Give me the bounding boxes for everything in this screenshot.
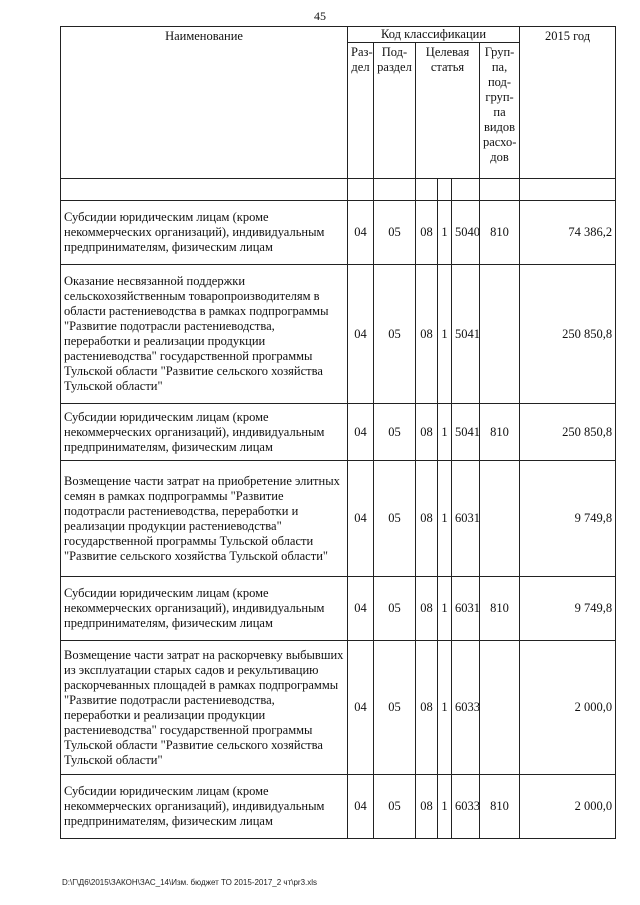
row-name: Возмещение части затрат на приобретение элитных семян в рамках подпрограммы "Развитие подотрасли растениеводства, переработки и реализации продукции растениеводства" государственной программы Тульской области "Развитие сельского хозяйства Тульской области": [61, 461, 348, 577]
row-podrazdel: 05: [374, 641, 416, 775]
file-path-footer: D:\Г\Д6\2015\ЗАКОН\ЗАС_14\Изм. бюджет ТО 2015-2017_2 чт\pr3.xls: [62, 878, 318, 887]
row-amount: 9 749,8: [520, 461, 616, 577]
table-row: [61, 775, 616, 839]
row-vid: 810: [480, 775, 520, 839]
row-cs2: 1: [438, 577, 452, 641]
row-vid: [480, 461, 520, 577]
row-name: Субсидии юридическим лицам (кроме некоммерческих организаций), индивидуальным предпринимателям, физическим лицам: [61, 404, 348, 461]
row-cs1: 08: [416, 775, 438, 839]
row-razdel: 04: [348, 641, 374, 775]
budget-table: [60, 26, 616, 839]
row-cs2: 1: [438, 641, 452, 775]
row-cs1: 08: [416, 201, 438, 265]
header-year: 2015 год: [520, 27, 616, 179]
row-cs3: 5041: [452, 265, 480, 404]
row-vid: 810: [480, 404, 520, 461]
row-cs2: 1: [438, 775, 452, 839]
row-podrazdel: 05: [374, 265, 416, 404]
row-cs1: 08: [416, 461, 438, 577]
row-vid: [480, 265, 520, 404]
row-amount: 250 850,8: [520, 404, 616, 461]
row-amount: 74 386,2: [520, 201, 616, 265]
page-number: 45: [314, 9, 326, 23]
row-razdel: 04: [348, 201, 374, 265]
row-razdel: 04: [348, 404, 374, 461]
table-row: [61, 577, 616, 641]
row-cs2: 1: [438, 265, 452, 404]
row-amount: 2 000,0: [520, 641, 616, 775]
row-cs3: 6033: [452, 641, 480, 775]
row-cs3: 5040: [452, 201, 480, 265]
row-razdel: 04: [348, 265, 374, 404]
table-row: [61, 201, 616, 265]
row-cs1: 08: [416, 404, 438, 461]
row-name: Оказание несвязанной поддержки сельскохозяйственным товаропроизводителям в области растениеводства в рамках подпрограммы "Развитие подотрасли растениеводства, переработки и реализации продукции растениеводства" государственной программы Тульской области "Развитие сельского хозяйства Тульской области": [61, 265, 348, 404]
row-cs2: 1: [438, 201, 452, 265]
row-amount: 2 000,0: [520, 775, 616, 839]
row-podrazdel: 05: [374, 775, 416, 839]
row-cs1: 08: [416, 641, 438, 775]
table-row: [61, 404, 616, 461]
row-amount: 250 850,8: [520, 265, 616, 404]
row-podrazdel: 05: [374, 577, 416, 641]
row-name: Субсидии юридическим лицам (кроме некоммерческих организаций), индивидуальным предпринимателям, физическим лицам: [61, 577, 348, 641]
row-cs3: 6031: [452, 461, 480, 577]
header-tselevaya-statya: Целевая статья: [416, 43, 480, 179]
row-cs3: 6031: [452, 577, 480, 641]
row-razdel: 04: [348, 775, 374, 839]
table-row: [61, 641, 616, 775]
row-amount: 9 749,8: [520, 577, 616, 641]
row-vid: 810: [480, 201, 520, 265]
header-gruppa-vidov: Груп-па, под-груп-па видов расхо-дов: [480, 43, 520, 179]
header-row-1: [61, 27, 616, 43]
row-name: Субсидии юридическим лицам (кроме некоммерческих организаций), индивидуальным предпринимателям, физическим лицам: [61, 201, 348, 265]
row-cs2: 1: [438, 461, 452, 577]
row-name: Субсидии юридическим лицам (кроме некоммерческих организаций), индивидуальным предпринимателям, физическим лицам: [61, 775, 348, 839]
header-podrazdel: Под-раздел: [374, 43, 416, 179]
header-classification: Код классификации: [348, 27, 520, 43]
row-podrazdel: 05: [374, 461, 416, 577]
row-podrazdel: 05: [374, 201, 416, 265]
row-cs3: 6033: [452, 775, 480, 839]
row-vid: 810: [480, 577, 520, 641]
header-spacer-row: [61, 179, 616, 201]
row-podrazdel: 05: [374, 404, 416, 461]
row-vid: [480, 641, 520, 775]
table-row: [61, 461, 616, 577]
table-row: [61, 265, 616, 404]
header-razdel: Раз-дел: [348, 43, 374, 179]
row-name: Возмещение части затрат на раскорчевку выбывших из эксплуатации старых садов и рекультивацию раскорчеванных площадей в рамках подпрограммы "Развитие подотрасли растениеводства, переработки и реализации продукции растениеводства" государственной программы Тульской области "Развитие сельского хозяйства Тульской области": [61, 641, 348, 775]
row-cs1: 08: [416, 577, 438, 641]
row-razdel: 04: [348, 577, 374, 641]
row-cs2: 1: [438, 404, 452, 461]
row-razdel: 04: [348, 461, 374, 577]
row-cs3: 5041: [452, 404, 480, 461]
header-name: Наименование: [61, 27, 348, 179]
row-cs1: 08: [416, 265, 438, 404]
